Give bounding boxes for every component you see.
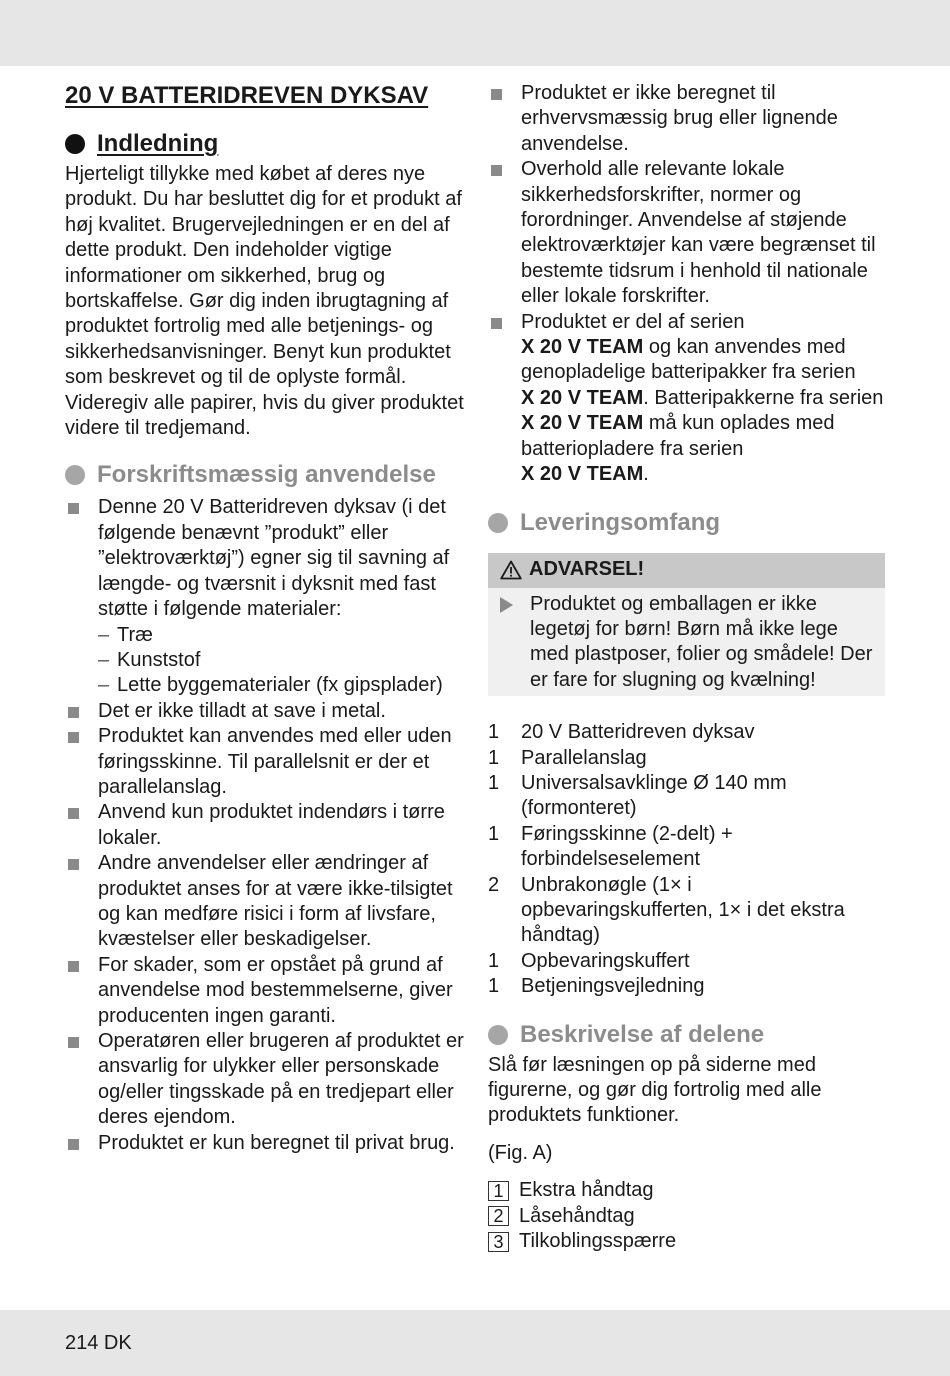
list-item: – Lette byggematerialer (fx gipsplader) <box>98 673 465 698</box>
list-item: 3 Tilkoblingsspærre <box>488 1229 885 1254</box>
section-heading-intro: Indledning <box>65 128 465 160</box>
part-number-box: 1 <box>488 1181 509 1201</box>
list-item: Produktet kan anvendes med eller uden føringsskinne. Til parallelsnit er der et parallelanslag. <box>65 724 465 800</box>
list-item: 1 Parallelanslag <box>488 746 647 769</box>
list-item: – Træ <box>98 623 465 648</box>
list-item: 1 Opbevaringskuffert <box>488 949 690 972</box>
page-number: 214 DK <box>65 1332 132 1354</box>
list-item: 1 Universalsavklinge Ø 140 mm (formonteret) <box>488 771 787 820</box>
list-item: 1 Betjeningsvejledning <box>488 975 705 998</box>
warning-text: Produktet og emballagen er ikke legetøj for børn! Børn må ikke lege med plastposer, folier og smådele! Der er fare for slugning og kvælning! <box>530 592 873 691</box>
list-item: Denne 20 V Batteridreven dyksav (i det følgende benævnt ”produkt” eller ”elektroværktøj”) egner sig til savning af længde- og tværsnit i dyksnit med fast støtte i følgende materialer: – Træ – Kunststof – Lette byggematerialer (fx gipsplader) <box>65 495 465 698</box>
parts-list <box>488 1178 885 1254</box>
warning-triangle-icon <box>500 560 522 580</box>
list-item: Overhold alle relevante lokale sikkerhedsforskrifter, normer og forordninger. Anvendelse af støjende elektroværktøjer kan være begrænset til bestemte tidsrum i henhold til nationale eller lokale forskrifter. <box>488 157 885 309</box>
list-item: 2 Låsehåndtag <box>488 1204 885 1229</box>
warning-box <box>488 553 885 697</box>
list-item: – Kunststof <box>98 648 465 673</box>
left-column <box>65 80 465 1156</box>
footer-band <box>0 1310 950 1376</box>
figure-reference: (Fig. A) <box>488 1141 553 1164</box>
list-item: Anvend kun produktet indendørs i tørre lokaler. <box>65 800 465 851</box>
bullet-dot-icon <box>65 134 85 154</box>
delivery-list <box>488 720 885 999</box>
intended-use-list-continued <box>488 81 885 488</box>
section-heading-parts: Beskrivelse af delene <box>488 1019 885 1051</box>
list-item: Operatøren eller brugeren af produktet er ansvarlig for ulykker eller personskade og/eller tingsskade på en tredjepart eller deres ejendom. <box>65 1029 465 1131</box>
intended-use-list <box>65 495 465 1156</box>
list-item: For skader, som er opstået på grund af anvendelse mod bestemmelserne, giver producenten ingen garanti. <box>65 953 465 1029</box>
list-item: Andre anvendelser eller ændringer af produktet anses for at være ikke-tilsigtet og kan medføre risici i form af livsfare, kvæstelser eller beskadigelser. <box>65 851 465 953</box>
list-item-series: Produktet er del af serien X 20 V TEAM og kan anvendes med genopladelige batteripakker fra serien X 20 V TEAM. Batteripakkerne fra serien X 20 V TEAM må kun oplades med batteriopladere fra serien X 20 V TEAM. <box>488 310 885 488</box>
right-column <box>488 81 885 1254</box>
list-item: 1 20 V Batteridreven dyksav <box>488 721 755 744</box>
list-item: 1 Føringsskinne (2-delt) + forbindelseselement <box>488 822 733 871</box>
materials-list <box>98 623 465 699</box>
document-title: 20 V BATTERIDREVEN DYKSAV <box>65 82 429 109</box>
list-item: Produktet er kun beregnet til privat brug. <box>65 1131 465 1156</box>
parts-intro: Slå før læsningen op på siderne med figurerne, og gør dig fortrolig med alle produktets funktioner. <box>488 1053 822 1127</box>
part-number-box: 2 <box>488 1206 509 1226</box>
warning-body <box>488 588 885 697</box>
section-heading-intended-use: Forskriftsmæssig anvendelse <box>65 459 465 491</box>
list-item: Produktet er ikke beregnet til erhvervsmæssig brug eller lignende anvendelse. <box>488 81 885 157</box>
top-band <box>0 0 950 66</box>
intro-paragraph: Hjerteligt tillykke med købet af deres nye produkt. Du har besluttet dig for et produkt af høj kvalitet. Brugervejledningen er en del af dette produkt. Den indeholder vigtige informationer om sikkerhed, brug og bortskaffelse. Gør dig inden ibrugtagning af produktet fortrolig med alle betjenings- og sikkerhedsanvisninger. Benyt kun produktet som beskrevet og til de oplyste formål. Videregiv alle papirer, hvis du giver produktet videre til tredjemand. <box>65 163 464 440</box>
bullet-dot-icon <box>65 465 85 485</box>
part-number-box: 3 <box>488 1232 509 1252</box>
bullet-dot-icon <box>488 1025 508 1045</box>
list-item: Det er ikke tilladt at save i metal. <box>65 699 465 724</box>
section-heading-delivery: Leveringsomfang <box>488 507 885 539</box>
warning-label: ADVARSEL! <box>529 558 645 581</box>
bullet-dot-icon <box>488 513 508 533</box>
warning-header <box>488 553 885 588</box>
list-item: 1 Ekstra håndtag <box>488 1178 885 1203</box>
arrow-right-icon <box>500 597 513 613</box>
list-item: 2 Unbrakonøgle (1× i opbevaringskufferten, 1× i det ekstra håndtag) <box>488 873 845 947</box>
